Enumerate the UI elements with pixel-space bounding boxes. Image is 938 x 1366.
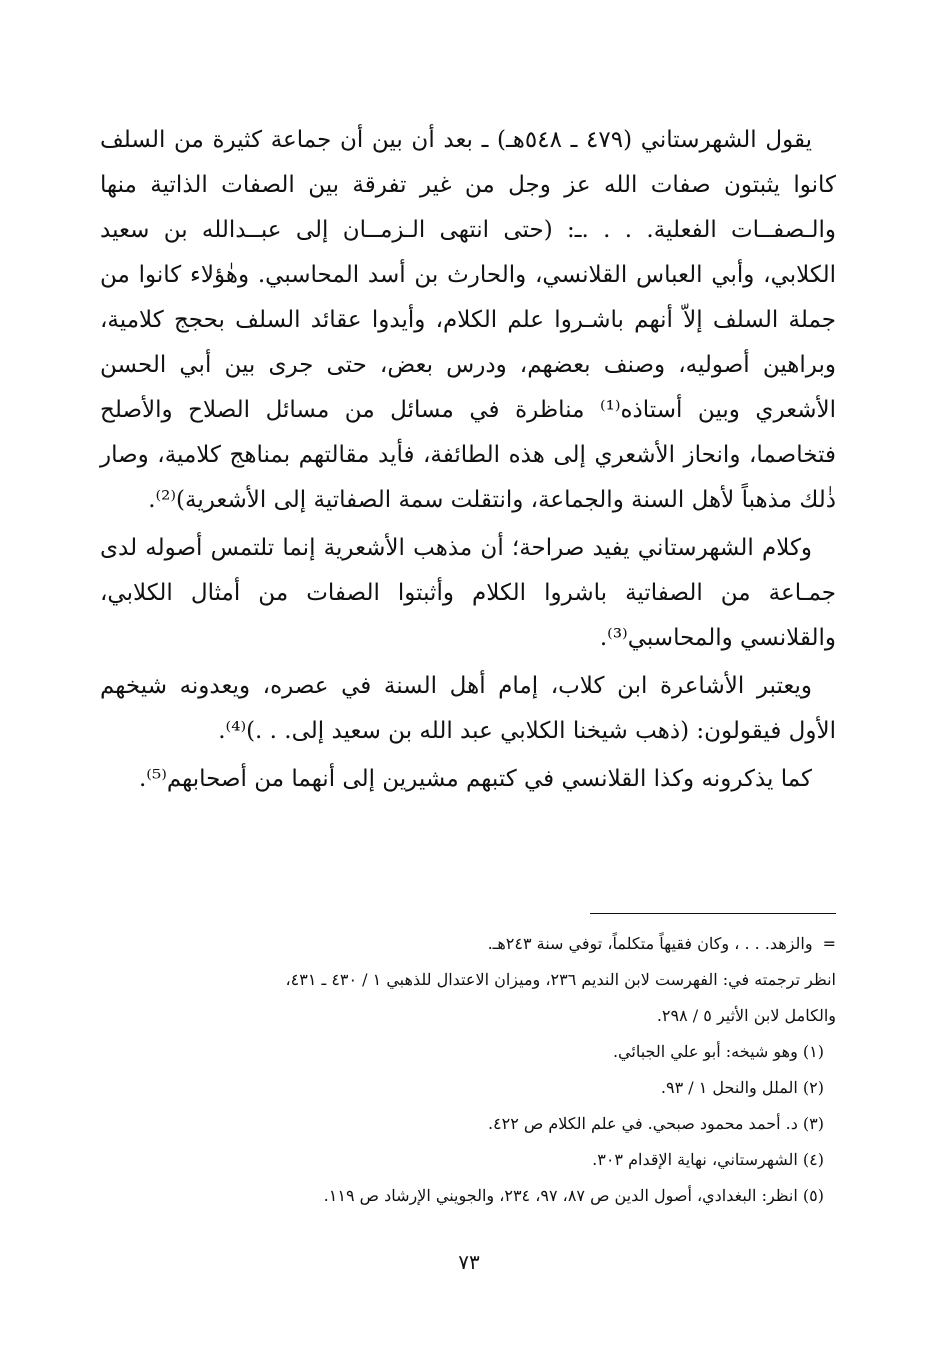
paragraph-1: يقول الشهرستاني (٤٧٩ ـ ٥٤٨هـ) ـ بعد أن بين أن جماعة كثيرة من السلف كانوا يثبتون صفات الله عز وجل من غير تفرقة بين الصفات الذاتية منها والـصفــات الفعلية. . . .ـ: (حتى انتهى الـزمــان إلى عبــدالله بن سعيد الكلابي، وأبي العباس القلانسي، والحارث بن أسد المحاسبي. وهٰؤلاء كانوا من جملة السلف إلاّ أنهم باشـروا علم الكلام، وأيدوا عقائد السلف بحجج كلامية، وبراهين أصوليه، وصنف بعضهم، ودرس بعض، حتى جرى بين أبي الحسن الأشعري وبين أستاذه⁽¹⁾ مناظرة في مسائل من مسائل الصلاح والأصلح فتخاصما، وانحاز الأشعري إلى هذه الطائفة، فأيد مقالتهم بمناهج كلامية، وصار ذٰلك مذهباً لأهل السنة والجماعة، وانتقلت سمة الصفاتية إلى الأشعرية)⁽²⁾.	[100, 127, 837, 513]
main-text	[100, 118, 836, 805]
footnote-2: (٢) الملل والنحل ١ / ٩٣.	[660, 1078, 824, 1097]
footnote-reference-line: انظر ترجمته في: الفهرست لابن النديم ٢٣٦، وميزان الاعتدال للذهبي ١ / ٤٣٠ ـ ٤٣١،	[285, 970, 836, 989]
footnotes-section	[100, 926, 836, 1214]
paragraph-4: كما يذكرونه وكذا القلانسي في كتبهم مشيرين إلى أنهما من أصحابهم⁽⁵⁾.	[139, 766, 812, 792]
paragraph-3: ويعتبر الأشاعرة ابن كلاب، إمام أهل السنة في عصره، ويعدونه شيخهم الأول فيقولون: (ذهب شيخنا الكلابي عبد الله بن سعيد إلى. . .)⁽⁴⁾.	[100, 673, 836, 744]
footnote-1: (١) وهو شيخه: أبو علي الجبائي.	[612, 1042, 824, 1061]
footnote-continuation	[100, 926, 836, 962]
footnote-separator	[590, 913, 836, 914]
paragraph-2: وكلام الشهرستاني يفيد صراحة؛ أن مذهب الأشعرية إنما تلتمس أصوله لدى جمـاعة من الصفاتية باشروا الكلام وأثبتوا الصفات من أمثال الكلابي، والقلانسي والمحاسبي⁽³⁾.	[100, 535, 836, 651]
footnote-reference-line: والكامل لابن الأثير ٥ / ٢٩٨.	[656, 1006, 836, 1025]
footnote-5: (٥) انظر: البغدادي، أصول الدين ص ٨٧، ٩٧، ٢٣٤، والجويني الإرشاد ص ١١٩.	[323, 1186, 824, 1205]
page-number: ٧٣	[458, 1250, 480, 1274]
continuation-mark: =	[822, 934, 836, 953]
footnote-continuation-text: والزهد. . . ، وكان فقيهاً متكلماً، توفي سنة ٢٤٣هـ.	[487, 934, 813, 953]
footnote-4: (٤) الشهرستاني، نهاية الإقدام ٣٠٣.	[592, 1150, 824, 1169]
footnote-3: (٣) د. أحمد محمود صبحي. في علم الكلام ص ٤٢٢.	[487, 1114, 824, 1133]
